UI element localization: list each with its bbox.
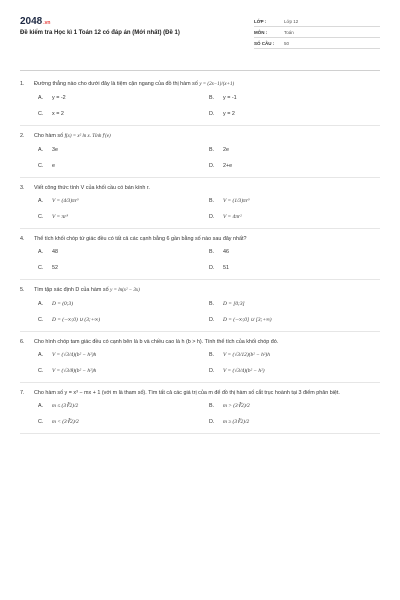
meta-key: LỚP : — [254, 18, 267, 24]
question-stem — [20, 286, 380, 295]
meta-key: SỐ CÂU : — [254, 40, 275, 46]
answer-option[interactable] — [209, 350, 380, 360]
header — [20, 16, 380, 66]
option-value: m ≤ (3∛2)/2 — [52, 403, 79, 409]
question-text — [34, 184, 380, 192]
question-formula: y = ln(x² − 3x) — [110, 288, 140, 293]
question-stem — [20, 80, 380, 89]
option-value: x = 2 — [52, 111, 64, 117]
answer-options — [20, 145, 380, 171]
option-value: 46 — [223, 249, 229, 255]
question-stem — [20, 132, 380, 141]
question-item — [20, 80, 380, 126]
option-value: 2e — [223, 147, 229, 153]
question-text-body: Tìm tập xác định D của hàm số — [34, 287, 109, 293]
option-key: D. — [209, 265, 215, 271]
answer-option[interactable] — [38, 299, 209, 309]
question-text — [34, 132, 380, 141]
meta-row-count — [254, 38, 380, 49]
option-key: C. — [38, 317, 44, 323]
option-key: A. — [38, 95, 44, 101]
option-key: C. — [38, 368, 44, 374]
answer-option[interactable] — [38, 315, 209, 325]
option-key: D. — [209, 163, 215, 169]
option-key: D. — [209, 419, 215, 425]
answer-option[interactable] — [38, 145, 209, 155]
option-key: A. — [38, 352, 44, 358]
question-text-body: Thể tích khối chóp tứ giác đều có tất cả các cạnh bằng 6 gần bằng số nào sau đây nhất? — [34, 236, 247, 242]
question-item — [20, 389, 380, 434]
question-number: 5. — [20, 287, 25, 293]
option-value: y = -1 — [223, 95, 237, 101]
option-key: C. — [38, 419, 44, 425]
question-list — [20, 80, 380, 440]
header-divider — [20, 70, 380, 71]
answer-option[interactable] — [209, 145, 380, 155]
answer-option[interactable] — [38, 417, 209, 427]
option-key: D. — [209, 111, 215, 117]
option-key: C. — [38, 265, 44, 271]
question-stem — [20, 338, 380, 346]
answer-option[interactable] — [209, 417, 380, 427]
question-text-body: Viết công thức tính V của khối cầu có bán kính r. — [34, 185, 150, 191]
answer-option[interactable] — [209, 315, 380, 325]
option-value: y = 2 — [223, 111, 235, 117]
question-item — [20, 286, 380, 332]
option-key: B. — [209, 301, 215, 307]
question-text-body: Cho hình chóp tam giác đều có cạnh bên là b và chiều cao là h (b > h). Tính thể tích của khối chóp đó. — [34, 339, 279, 345]
answer-option[interactable] — [38, 109, 209, 119]
option-value: D = (−∞;0) ∪ (3;+∞) — [52, 317, 100, 323]
answer-option[interactable] — [209, 161, 380, 171]
option-value: V = πr³ — [52, 214, 68, 220]
answer-options — [20, 93, 380, 119]
meta-value: Lớp 12 — [284, 18, 299, 24]
option-key: A. — [38, 403, 44, 409]
option-value: V = (4/3)πr³ — [52, 198, 79, 204]
answer-option[interactable] — [209, 247, 380, 257]
option-key: D. — [209, 368, 215, 374]
meta-row-subject — [254, 27, 380, 38]
answer-option[interactable] — [38, 196, 209, 206]
option-value: m ≥ (3∛2)/2 — [223, 419, 250, 425]
option-value: y = -2 — [52, 95, 66, 101]
question-text-body: Đường thẳng nào cho dưới đây là tiệm cận ngang của đồ thị hàm số — [34, 81, 198, 87]
option-key: B. — [209, 95, 215, 101]
option-key: A. — [38, 147, 44, 153]
answer-option[interactable] — [38, 212, 209, 222]
answer-option[interactable] — [38, 366, 209, 376]
question-text — [34, 338, 380, 346]
meta-value: 50 — [284, 40, 290, 46]
meta-row-class — [254, 16, 380, 27]
option-value: m > (3∛2)/2 — [223, 403, 250, 409]
answer-option[interactable] — [209, 196, 380, 206]
answer-option[interactable] — [38, 93, 209, 103]
question-text-body: Cho hàm số — [34, 133, 64, 139]
logo-suffix: .vn — [43, 20, 51, 26]
option-value: V = (√3/12)(b² − h²)h — [223, 352, 270, 358]
answer-option[interactable] — [209, 299, 380, 309]
question-text — [34, 389, 380, 397]
option-key: D. — [209, 214, 215, 220]
question-item — [20, 338, 380, 383]
option-value: m < (3∛2)/2 — [52, 419, 79, 425]
option-key: A. — [38, 198, 44, 204]
question-text-body: Cho hàm số y = x³ − mx + 1 (với m là tham số). Tìm tất cả các giá trị của m để đồ thị hàm số cắt trục hoành tại 3 điểm phân biệt. — [34, 390, 340, 396]
option-value: D = (0;3) — [52, 301, 74, 307]
meta-key: MÔN : — [254, 29, 268, 35]
question-number: 3. — [20, 185, 25, 191]
answer-option[interactable] — [209, 109, 380, 119]
question-stem — [20, 184, 380, 192]
answer-option[interactable] — [209, 93, 380, 103]
option-value: D = (−∞;0] ∪ [3;+∞) — [223, 317, 272, 323]
answer-option[interactable] — [209, 263, 380, 273]
answer-option[interactable] — [38, 263, 209, 273]
question-stem — [20, 389, 380, 397]
option-key: A. — [38, 301, 44, 307]
option-value: V = (√3/4)(b² − h²) — [223, 368, 265, 374]
answer-options — [20, 247, 380, 273]
option-value: V = (√3/8)(b² − h²)h — [52, 368, 97, 374]
question-item — [20, 132, 380, 178]
option-key: B. — [209, 403, 215, 409]
option-value: 52 — [52, 265, 58, 271]
question-number: 1. — [20, 81, 25, 87]
logo-text: 2048 — [20, 16, 43, 27]
question-number: 4. — [20, 236, 25, 242]
answer-option[interactable] — [38, 247, 209, 257]
option-key: D. — [209, 317, 215, 323]
question-text — [34, 286, 380, 295]
option-key: B. — [209, 198, 215, 204]
question-formula: y = (2x−1)/(x+1) — [199, 82, 235, 87]
answer-options — [20, 196, 380, 222]
answer-option[interactable] — [38, 401, 209, 411]
answer-option[interactable] — [209, 366, 380, 376]
page-title: Đề kiểm tra Học kì 1 Toán 12 có đáp án (Mới nhất) (Đề 1) — [20, 30, 180, 36]
answer-option[interactable] — [209, 401, 380, 411]
answer-options — [20, 401, 380, 427]
option-value: 2+e — [223, 163, 233, 169]
answer-options — [20, 299, 380, 325]
option-value: 3e — [52, 147, 58, 153]
option-value: V = (√3/4)(b² − h²)h — [52, 352, 97, 358]
answer-option[interactable] — [209, 212, 380, 222]
option-key: B. — [209, 249, 215, 255]
exam-meta — [254, 16, 380, 49]
option-value: e — [52, 163, 55, 169]
option-key: C. — [38, 214, 44, 220]
question-text — [34, 235, 380, 243]
answer-options — [20, 350, 380, 376]
option-value: V = 4πr² — [223, 214, 242, 220]
question-formula: f(x) = x² ln x. Tính f′(e) — [64, 134, 111, 139]
question-item — [20, 184, 380, 229]
option-value: 48 — [52, 249, 58, 255]
answer-option[interactable] — [38, 161, 209, 171]
option-value: D = [0;3] — [223, 301, 245, 307]
question-stem — [20, 235, 380, 243]
option-key: C. — [38, 111, 44, 117]
option-value: 51 — [223, 265, 229, 271]
option-key: C. — [38, 163, 44, 169]
question-item — [20, 235, 380, 280]
option-key: B. — [209, 352, 215, 358]
answer-option[interactable] — [38, 350, 209, 360]
option-value: V = (1/3)πr³ — [223, 198, 250, 204]
question-number: 6. — [20, 339, 25, 345]
question-text — [34, 80, 380, 89]
option-key: A. — [38, 249, 44, 255]
meta-value: Toán — [284, 29, 294, 35]
question-number: 7. — [20, 390, 25, 396]
option-key: B. — [209, 147, 215, 153]
question-number: 2. — [20, 133, 25, 139]
